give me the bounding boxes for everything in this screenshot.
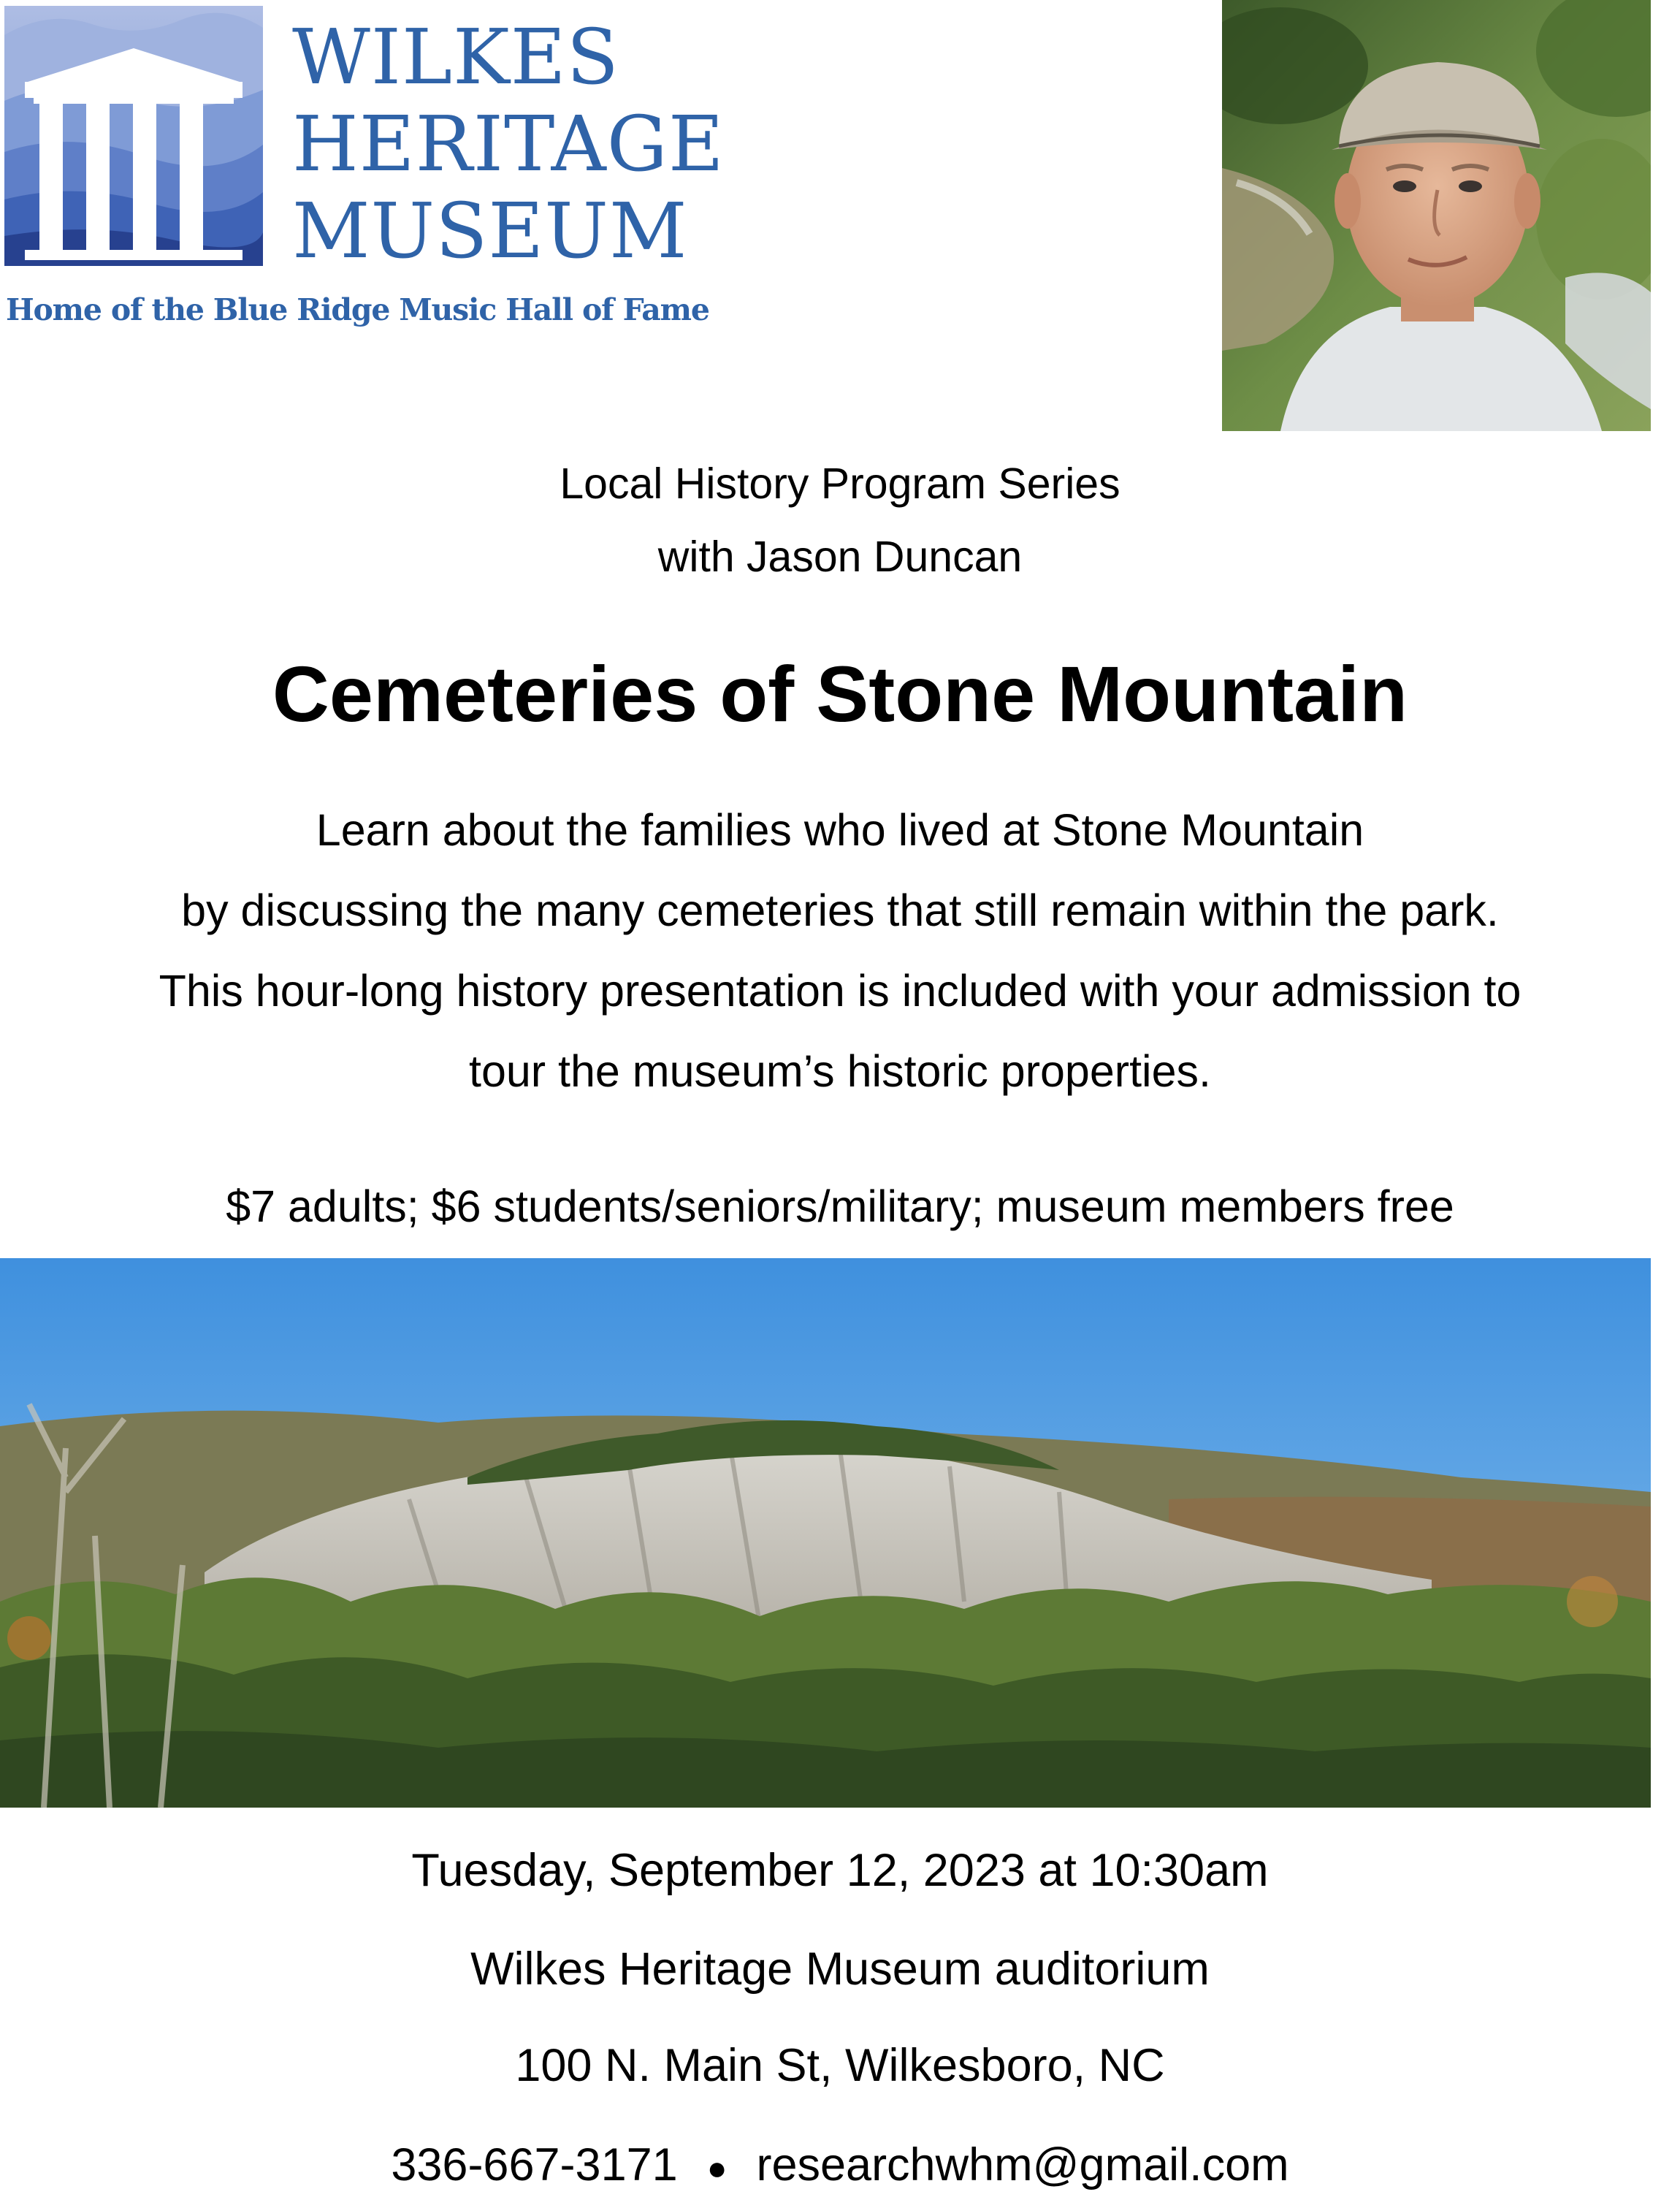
event-venue: Wilkes Heritage Museum auditorium: [470, 1944, 1210, 1995]
event-date-time: Tuesday, September 12, 2023 at 10:30am: [411, 1845, 1269, 1896]
email-link[interactable]: researchwhm@gmail.com: [756, 2139, 1289, 2190]
admission-pricing: $7 adults; $6 students/seniors/military; museum members free: [226, 1181, 1454, 1231]
presenter-line: with Jason Duncan: [657, 533, 1023, 581]
phone-number[interactable]: 336-667-3171: [391, 2139, 678, 2190]
event-title: Cemeteries of Stone Mountain: [272, 650, 1408, 738]
series-heading: Local History Program Series: [560, 460, 1120, 508]
logo-tagline: Home of the Blue Ridge Music Hall of Fame: [6, 292, 709, 327]
logo-wordmark-line: WILKES: [292, 12, 619, 102]
description-line: by discussing the many cemeteries that still remain within the park.: [181, 886, 1499, 935]
contact-line: [0, 2125, 1680, 2208]
description-line: tour the museum’s historic properties.: [469, 1046, 1211, 1096]
columned-building-mountains-icon: [4, 6, 263, 266]
description-line: This hour-long history presentation is included with your admission to: [159, 966, 1521, 1016]
speaker-portrait-photo: [1222, 0, 1651, 431]
stone-mountain-landscape-photo: [0, 1258, 1651, 1808]
event-address: 100 N. Main St, Wilkesboro, NC: [515, 2040, 1165, 2091]
logo-wordmark-line: MUSEUM: [292, 186, 688, 275]
logo-wordmark-line: HERITAGE: [292, 99, 725, 189]
bullet-separator-icon: ●: [706, 2149, 728, 2188]
museum-logo: [0, 0, 730, 343]
description-line: Learn about the families who lived at Stone Mountain: [316, 805, 1364, 855]
